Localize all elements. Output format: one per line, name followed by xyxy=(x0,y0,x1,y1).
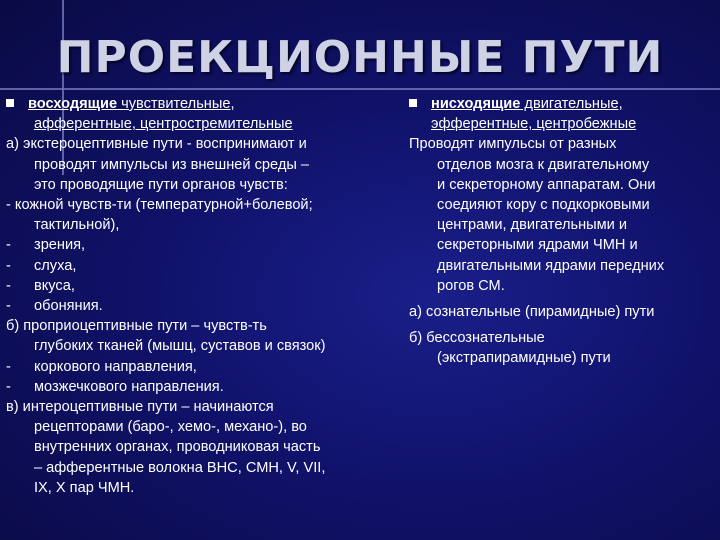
descending-description: Проводят импульсы от разных xyxy=(409,136,617,153)
interoceptive-line: в) интероцептивные пути – начинаются xyxy=(6,399,274,416)
proprioceptive-line: б) проприоцептивные пути – чувств-ть xyxy=(6,318,267,335)
ascending-pathways-column: восходящие чувствительные, афферентные, центростремительные а) экстероцептивные пути - воспринимают и проводят импульсы из внешней среды – это проводящие пути органов чувств: - кожной чувств-ти (температурной+болевой; тактильной), - зрения, - слуха, - вкуса, - обоняния. б) проприоцептивные пути – чувств-ть глубоких тканей (мышц, суставов и связок) - коркового направления, - мозжечкового направления. в) интероцептивные пути – начинаются рецепторами (баро-, хемо-, механо-), во внутренних органах, проводниковая часть – афферентные волокна ВНС, СМН, V, VII, IX, X пар ЧМН. xyxy=(6,94,406,498)
exteroceptive-line: а) экстероцептивные пути - воспринимают и xyxy=(6,136,307,153)
descending-term: нисходящие xyxy=(431,96,521,112)
decorative-horizontal-line xyxy=(0,88,720,90)
descending-heading: нисходящие двигательные, xyxy=(409,94,719,114)
unconscious-pathways: б) бессознательные xyxy=(409,330,545,347)
conscious-pathways: а) сознательные (пирамидные) пути xyxy=(409,304,655,321)
proprioceptive-item: - коркового направления, xyxy=(6,358,197,375)
descending-pathways-column: нисходящие двигательные, эфферентные, центробежные Проводят импульсы от разных отделов мозга к двигательному и секреторному аппаратам. Они соедияют кору с подкорковыми центрами, двигательными и секреторными ядрами ЧМН и двигательными ядрами передних рогов СМ. а) сознательные (пирамидные) пути б) бессознательные (экстрапирамидные) пути xyxy=(409,94,719,369)
ascending-synonyms: афферентные, центростремительные xyxy=(34,116,293,133)
proprioceptive-item: - мозжечкового направления. xyxy=(6,378,224,395)
slide-title: ПРОЕКЦИОННЫЕ ПУТИ xyxy=(56,32,664,83)
sense-item: - обоняния. xyxy=(6,298,103,315)
descending-synonyms: эфферентные, центробежные xyxy=(431,116,637,133)
ascending-heading: восходящие чувствительные, xyxy=(6,94,406,114)
bullet-square-icon xyxy=(409,99,417,107)
skin-sensitivity-line: - кожной чувств-ти (температурной+болевой; xyxy=(6,197,313,214)
sense-item: - зрения, xyxy=(6,237,86,254)
bullet-square-icon xyxy=(6,99,14,107)
sense-item: - слуха, xyxy=(6,257,77,274)
ascending-term: восходящие xyxy=(28,96,118,112)
sense-item: - вкуса, xyxy=(6,277,75,294)
